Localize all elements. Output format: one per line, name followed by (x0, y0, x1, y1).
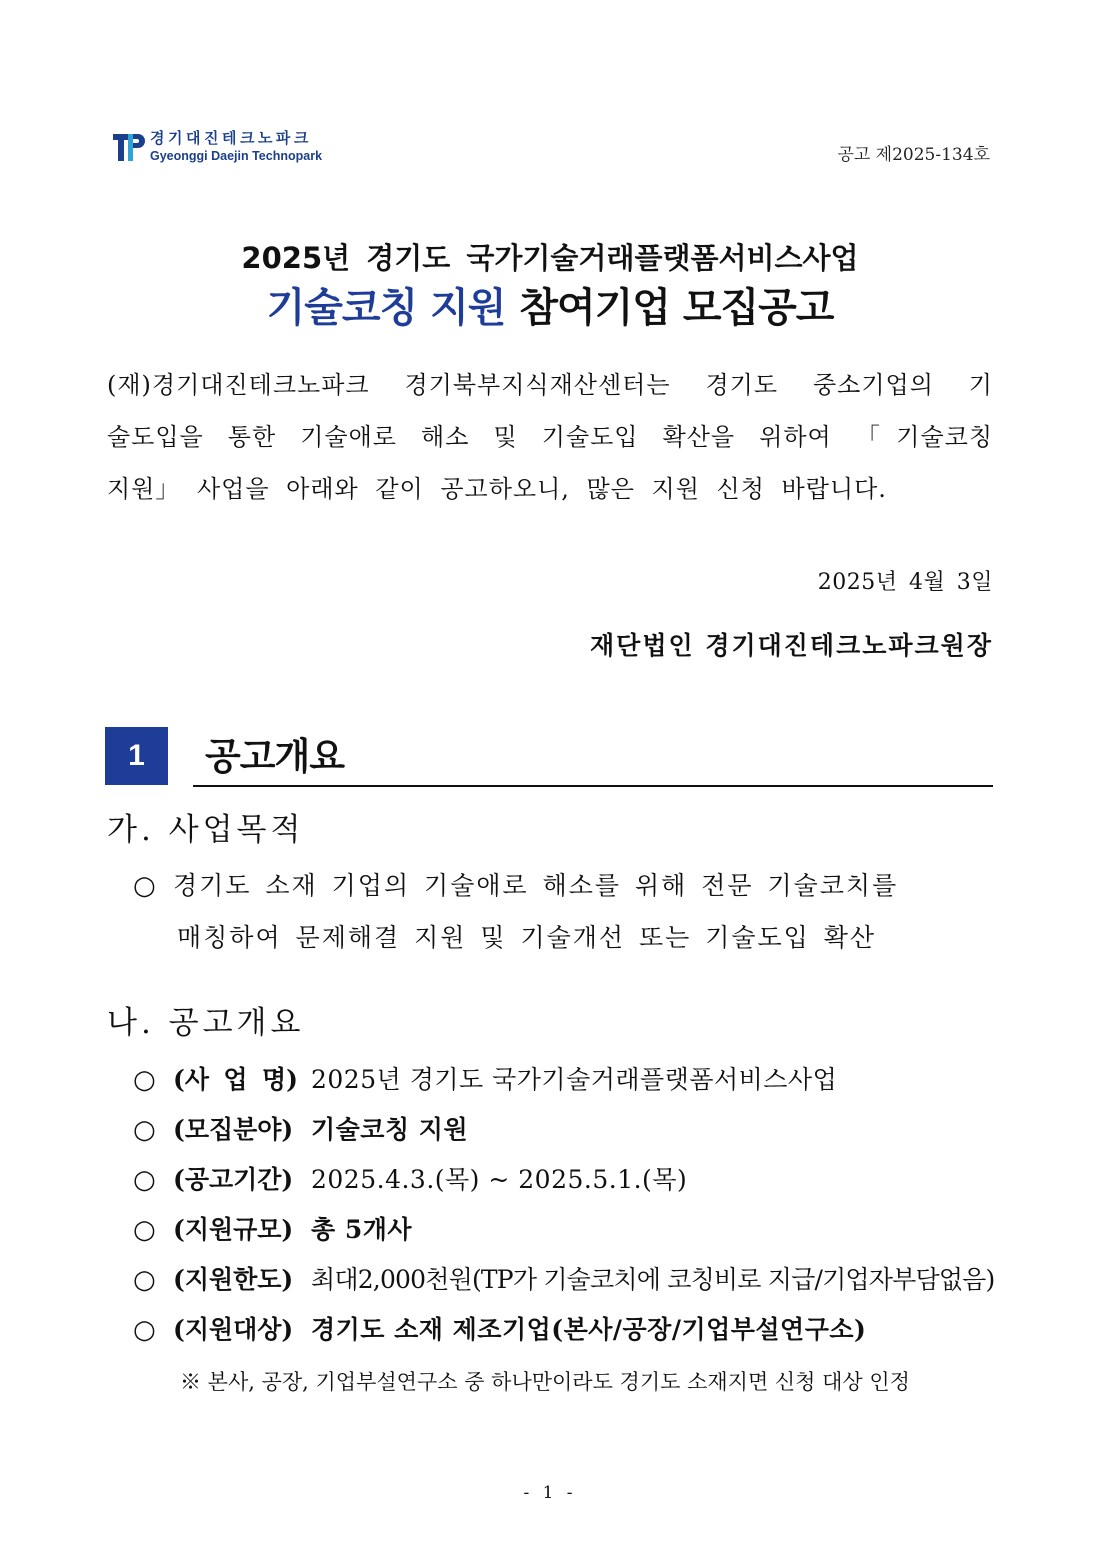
overview-item-period (133, 1165, 687, 1195)
item-label: (지원대상) (173, 1315, 294, 1344)
organization-logo (113, 129, 328, 167)
item-label: (모집분야) (173, 1115, 294, 1144)
tp-logo-mark-icon (113, 132, 145, 162)
item-value: 기술코칭 지원 (311, 1115, 469, 1144)
section-title: 공고개요 (205, 735, 344, 778)
notice-number: 공고 제2025-134호 (837, 145, 990, 165)
overview-item-project-name (133, 1065, 837, 1095)
item-value: 2025.4.3.(목) ~ 2025.5.1.(목) (311, 1165, 688, 1194)
title-highlight: 기술코칭 지원 (266, 285, 506, 331)
intro-line: (재)경기대진테크노파크 경기북부지식재산센터는 경기도 중소기업의 기 (107, 371, 993, 399)
item-label: (사 업 명) (173, 1065, 298, 1094)
announcement-date: 2025년 4월 3일 (817, 570, 993, 595)
intro-line: 술도입을 통한 기술애로 해소 및 기술도입 확산을 위하여 「기술코칭 (107, 423, 993, 451)
purpose-text-continued: 매칭하여 문제해결 지원 및 기술개선 또는 기술도입 확산 (177, 923, 877, 952)
section-divider (193, 785, 993, 787)
overview-item-field (133, 1115, 468, 1145)
document-title-line1: 2025년 경기도 국가기술거래플랫폼서비스사업 (241, 241, 859, 275)
item-value: 경기도 소재 제조기업(본사/공장/기업부설연구소) (311, 1315, 867, 1344)
item-value: 최대2,000천원(TP가 기술코치에 코칭비로 지급/기업자부담없음) (311, 1265, 995, 1294)
item-label: (지원규모) (173, 1215, 294, 1244)
bullet-circle-icon: ○ (133, 1115, 156, 1145)
page-number: - 1 - (523, 1483, 577, 1503)
item-label: (공고기간) (173, 1165, 294, 1194)
overview-item-scale (133, 1215, 412, 1245)
signatory: 재단법인 경기대진테크노파크원장 (590, 631, 993, 660)
bullet-circle-icon: ○ (133, 1265, 156, 1295)
document-title-line2 (107, 284, 993, 332)
title-rest: 참여기업 모집공고 (519, 285, 834, 331)
item-value: 총 5개사 (311, 1215, 413, 1244)
overview-item-target (133, 1315, 866, 1345)
overview-item-limit (133, 1265, 995, 1295)
bullet-circle-icon: ○ (133, 1165, 156, 1195)
purpose-bullet-item (133, 871, 898, 901)
bullet-circle-icon: ○ (133, 1315, 156, 1345)
overview-heading: 나. 공고개요 (107, 1005, 305, 1041)
bullet-circle-icon: ○ (133, 1215, 156, 1245)
intro-line: 지원」 사업을 아래와 같이 공고하오니, 많은 지원 신청 바랍니다. (107, 475, 887, 503)
logo-mark-t-stem (118, 134, 124, 161)
section-number-badge: 1 (105, 727, 168, 785)
eligibility-note: ※ 본사, 공장, 기업부설연구소 중 하나만이라도 경기도 소재지면 신청 대상 인정 (180, 1370, 910, 1394)
bullet-circle-icon: ○ (133, 1065, 156, 1095)
item-label: (지원한도) (173, 1265, 294, 1294)
logo-name-english: Gyeonggi Daejin Technopark (150, 149, 323, 163)
logo-mark-p-stem (128, 134, 133, 161)
logo-mark-p-bowl (133, 134, 145, 148)
bullet-circle-icon: ○ (133, 871, 158, 901)
logo-name-korean: 경기대진테크노파크 (150, 129, 312, 147)
purpose-text: 경기도 소재 기업의 기술애로 해소를 위해 전문 기술코치를 (173, 871, 899, 900)
item-value: 2025년 경기도 국가기술거래플랫폼서비스사업 (311, 1065, 838, 1094)
purpose-heading: 가. 사업목적 (107, 812, 305, 848)
